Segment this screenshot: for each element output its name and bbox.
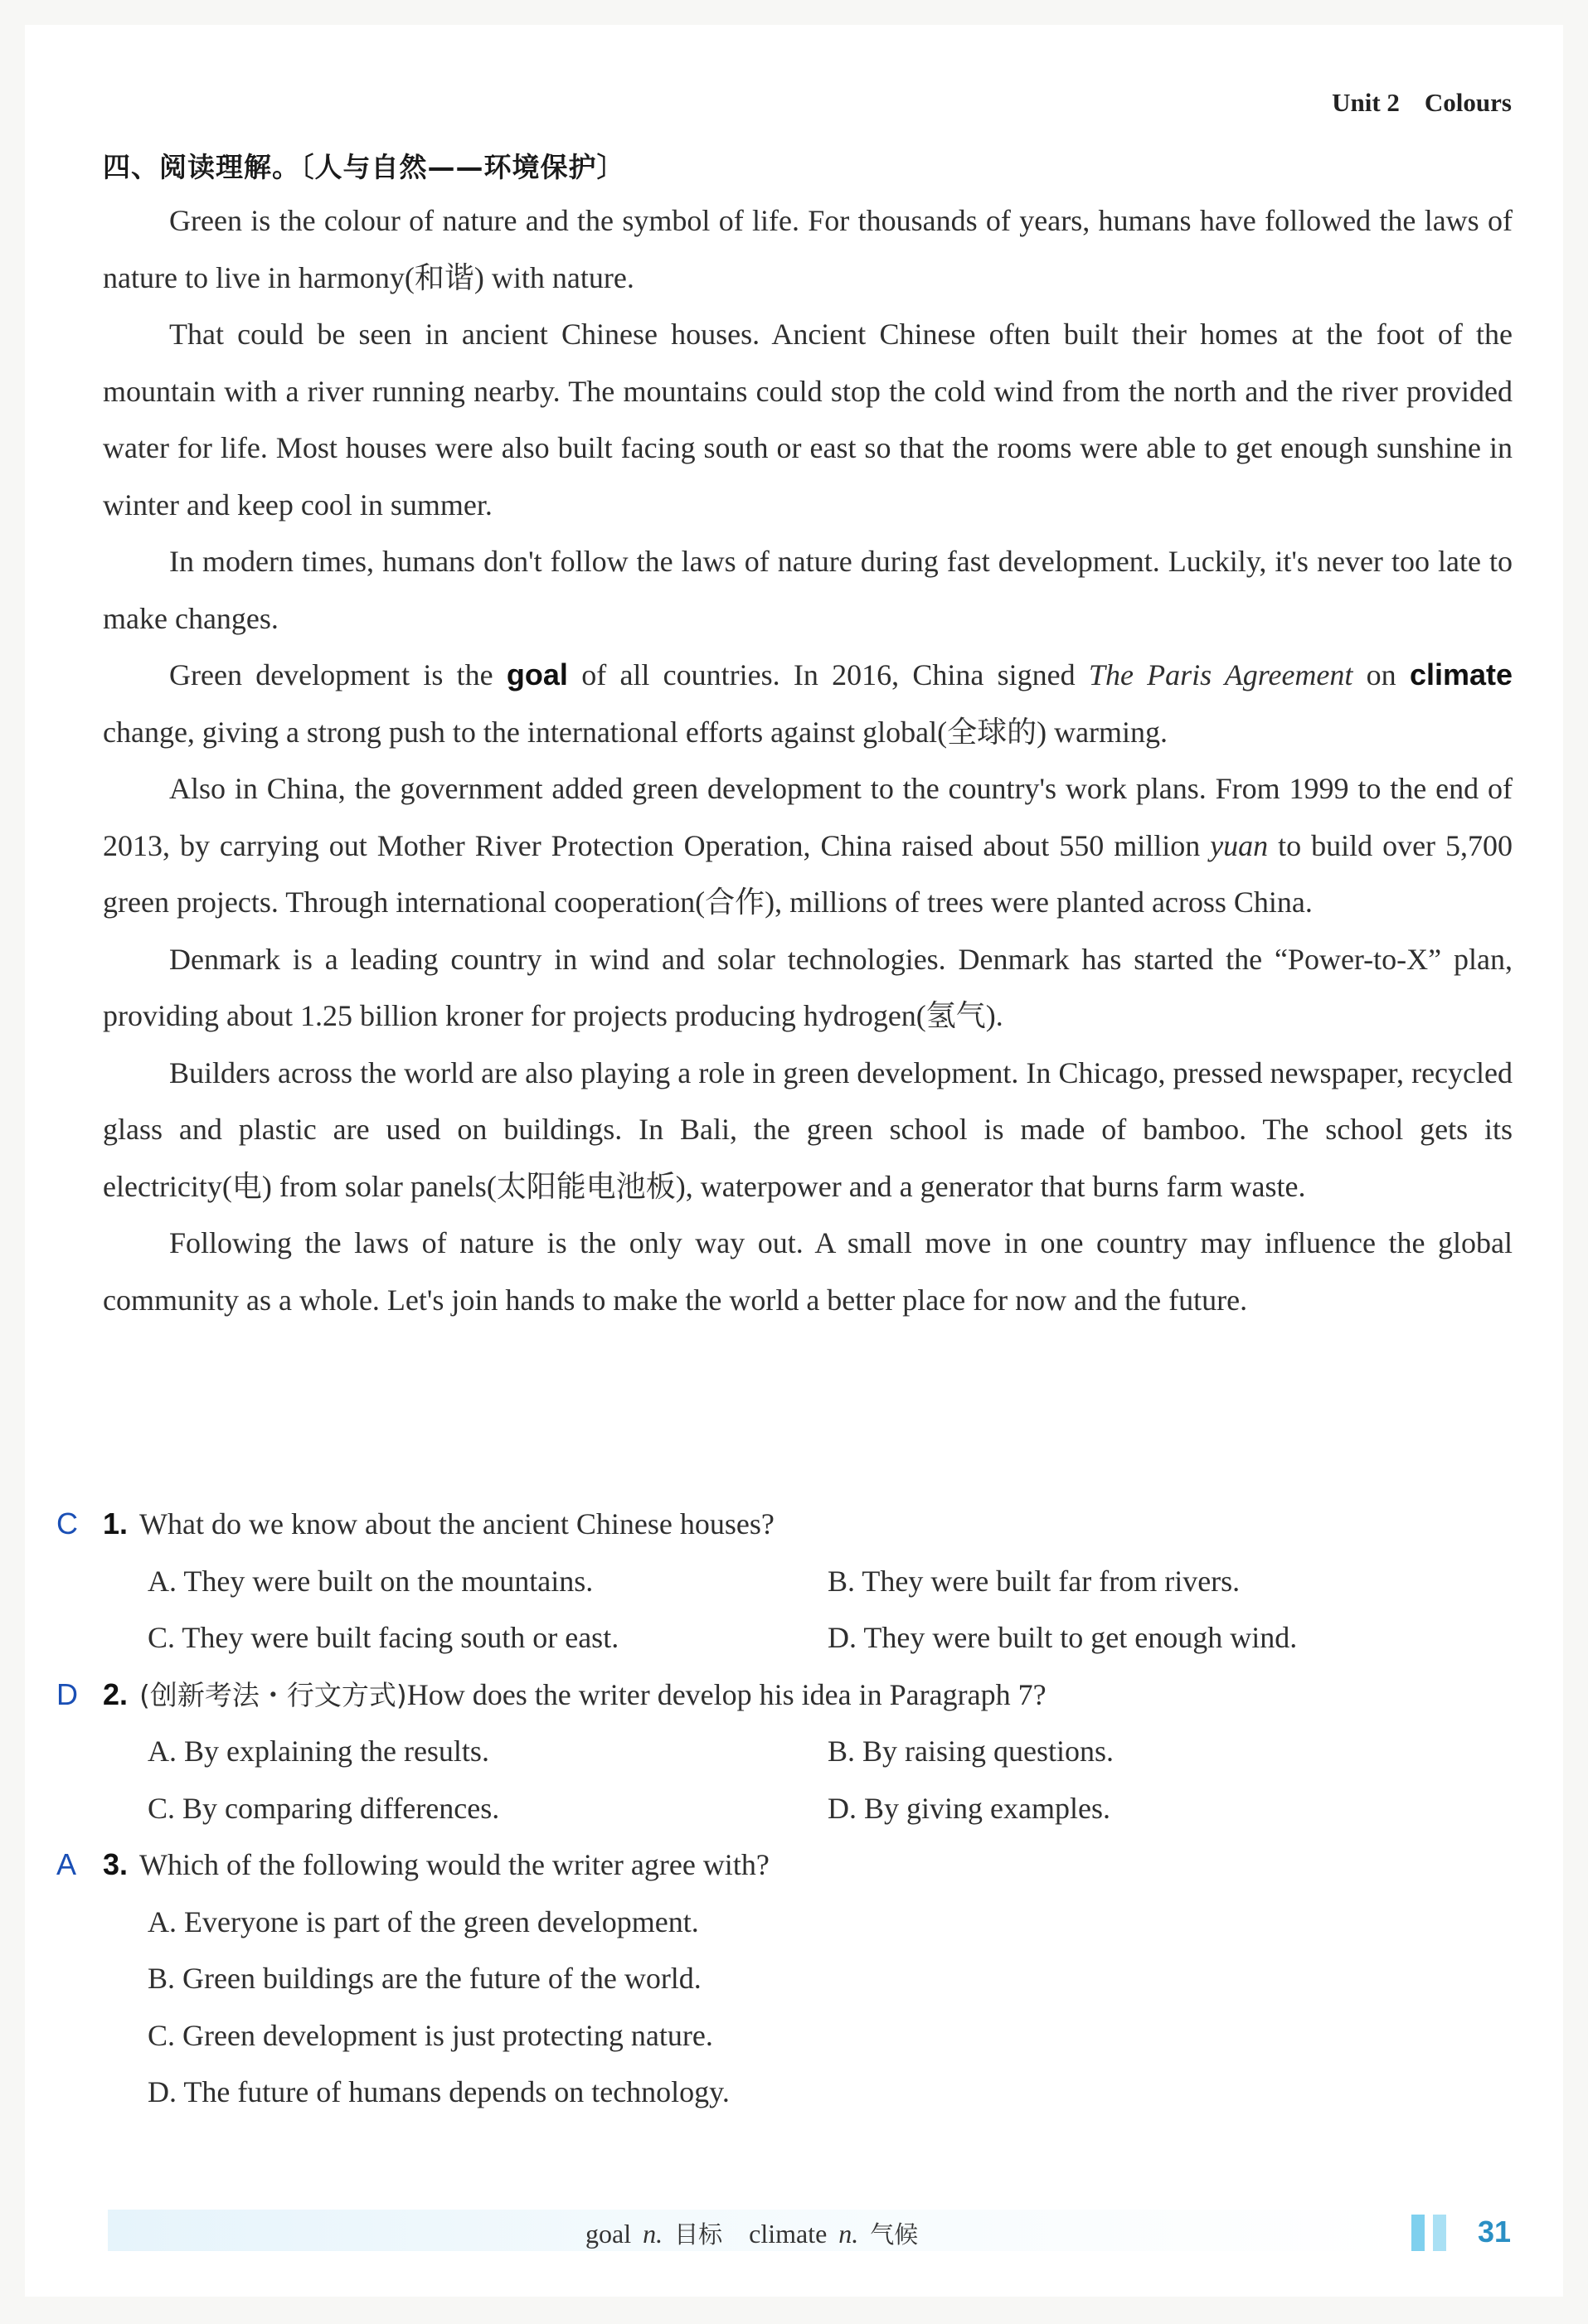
decorative-bars xyxy=(1411,2215,1454,2251)
vocab-word: climate xyxy=(749,2219,828,2249)
page-footer xyxy=(0,2193,1588,2268)
option-a: A. They were built on the mountains. xyxy=(148,1564,594,1598)
question-number: 3. xyxy=(103,1847,129,1881)
unit-label: Unit 2 xyxy=(1332,88,1400,117)
keyword-climate: climate xyxy=(1409,657,1513,691)
paragraph-4 xyxy=(103,647,1513,760)
option-row xyxy=(50,1609,1526,1667)
option-c: C. They were built facing south or east. xyxy=(148,1621,619,1654)
paragraph-6: Denmark is a leading country in wind and solar technologies. Denmark has started the “Power-to-X” plan, providing about 1.25 billion kroner for projects producing hydrogen(氢气). xyxy=(103,942,1513,1032)
paragraph-7: Builders across the world are also playing a role in green development. In Chicago, pressed newspaper, recycled glass and plastic are used on buildings. In Bali, the green school is made of bamboo. The school gets its electricity(电) from solar panels(太阳能电池板), waterpower and a generator that burns farm waste. xyxy=(103,1055,1513,1203)
paragraph-4-text: of all countries. In 2016, China signed xyxy=(567,658,1089,691)
option-row xyxy=(50,1950,1526,2007)
option-c: C. By comparing differences. xyxy=(148,1791,500,1825)
paragraph-4-text: on xyxy=(1352,658,1410,691)
answer-mark: A xyxy=(56,1847,77,1881)
accent-bar xyxy=(1433,2215,1446,2251)
reading-passage xyxy=(103,192,1513,1328)
question-number: 2. xyxy=(103,1676,129,1711)
section-title: 四、阅读理解。〔人与自然——环境保护〕 xyxy=(103,151,625,183)
option-c: C. Green development is just protecting nature. xyxy=(148,2018,713,2052)
option-row xyxy=(50,1553,1526,1610)
question-2 xyxy=(50,1667,1526,1724)
agreement-title: The Paris Agreement xyxy=(1088,658,1353,691)
question-number: 1. xyxy=(103,1506,129,1540)
option-b: B. Green buildings are the future of the world. xyxy=(148,1962,702,1995)
vocab-pos: n. xyxy=(838,2219,859,2249)
question-tag: (创新考法・行文方式) xyxy=(139,1678,407,1711)
option-row xyxy=(50,2007,1526,2064)
accent-bar xyxy=(1411,2215,1425,2251)
paragraph-2: That could be seen in ancient Chinese houses. Ancient Chinese often built their homes at the foot of the mountain with a river running nearby. The mountains could stop the cold wind from the north and the river provided water for life. Most houses were also built facing south or east so that the rooms were able to get enough sunshine in winter and keep cool in summer. xyxy=(103,318,1513,522)
question-text: What do we know about the ancient Chinese houses? xyxy=(139,1507,775,1540)
vocab-pos: n. xyxy=(643,2219,663,2249)
option-a: A. By explaining the results. xyxy=(148,1735,489,1768)
page-number: 31 xyxy=(1478,2215,1512,2249)
question-list xyxy=(50,1496,1526,2121)
question-text: Which of the following would the writer agree with? xyxy=(139,1848,770,1881)
question-3 xyxy=(50,1836,1526,1894)
option-d: D. The future of humans depends on technology. xyxy=(148,2075,730,2108)
paragraph-4-text: Green development is the xyxy=(169,658,507,691)
keyword-goal: goal xyxy=(506,657,568,691)
option-b: B. They were built far from rivers. xyxy=(828,1564,1241,1598)
vocab-meaning: 目标 xyxy=(674,2220,723,2249)
paragraph-5-text: to build over 5,700 green projects. Through international cooperation(合作), millions of trees were planted across China. xyxy=(103,828,1513,919)
paragraph-3: In modern times, humans don't follow the laws of nature during fast development. Luckily, it's never too late to make changes. xyxy=(103,545,1513,635)
option-d: D. They were built to get enough wind. xyxy=(828,1621,1298,1654)
vocab-word: goal xyxy=(585,2219,632,2249)
word-yuan: yuan xyxy=(1210,828,1269,862)
option-row xyxy=(50,1894,1526,1951)
answer-mark: C xyxy=(56,1506,78,1540)
option-a: A. Everyone is part of the green development. xyxy=(148,1904,699,1938)
vocab-meaning: 气候 xyxy=(870,2220,919,2249)
option-row xyxy=(50,2064,1526,2121)
vocab-notes xyxy=(585,2216,918,2250)
answer-mark: D xyxy=(56,1676,78,1711)
paragraph-1: Green is the colour of nature and the symbol of life. For thousands of years, humans have followed the laws of nature to live in harmony(和谐) with nature. xyxy=(103,204,1513,294)
paragraph-5 xyxy=(103,760,1513,931)
page-header xyxy=(1332,88,1512,118)
option-row xyxy=(50,1723,1526,1780)
paragraph-8: Following the laws of nature is the only way out. A small move in one country may influence the global community as a whole. Let's join hands to make the world a better place for now and the future. xyxy=(103,1226,1513,1317)
option-b: B. By raising questions. xyxy=(828,1735,1115,1768)
paragraph-5-text: Also in China, the government added green development to the country's work plans. From 1999 to the end of 2013, by carrying out Mother River Protection Operation, China raised about 550 million xyxy=(103,772,1513,862)
paragraph-4-text: change, giving a strong push to the international efforts against global(全球的) warming. xyxy=(103,715,1168,749)
option-row xyxy=(50,1780,1526,1837)
option-d: D. By giving examples. xyxy=(828,1791,1110,1825)
question-text: How does the writer develop his idea in Paragraph 7? xyxy=(406,1677,1047,1711)
unit-title: Colours xyxy=(1424,88,1512,117)
question-1 xyxy=(50,1496,1526,1553)
